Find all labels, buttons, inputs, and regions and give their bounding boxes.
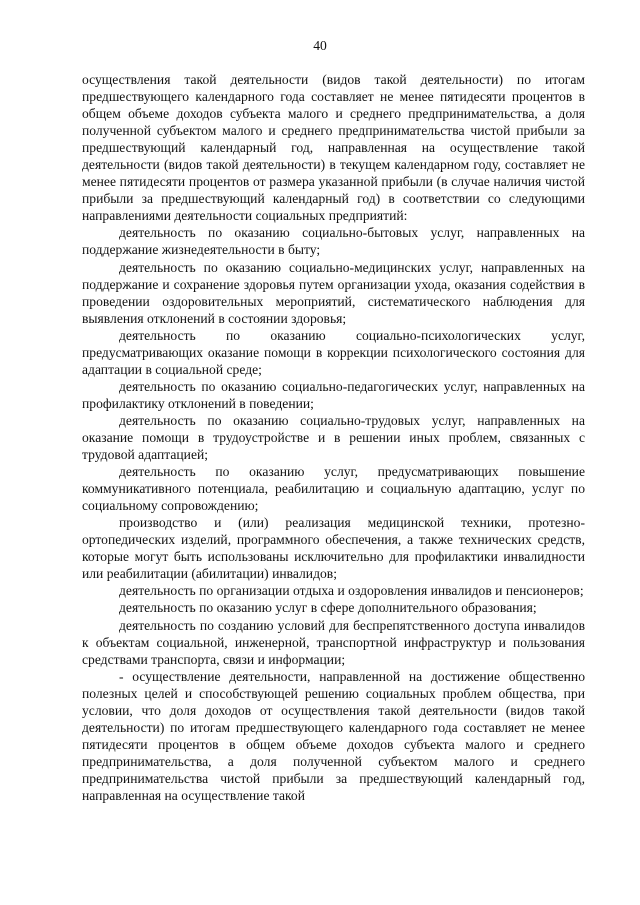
paragraph-7: деятельность по оказанию услуг, предусматривающих повышение коммуникативного потенциала, реабилитацию и социальную адаптацию, услуг по социальному сопровождению; <box>82 464 585 514</box>
paragraph-8: производство и (или) реализация медицинской техники, протезно-ортопедических изделий, программного обеспечения, а также технических средств, которые могут быть использованы исключительно для профилактики инвалидности или реабилитации (абилитации) инвалидов; <box>82 515 585 582</box>
paragraph-4: деятельность по оказанию социально-психологических услуг, предусматривающих оказание помощи в коррекции психологического состояния для адаптации в социальной среде; <box>82 327 585 377</box>
document-body <box>82 71 585 804</box>
paragraph-5: деятельность по оказанию социально-педагогических услуг, направленных на профилактику отклонений в поведении; <box>82 378 585 411</box>
page-number: 40 <box>313 38 327 53</box>
paragraph-1: осуществления такой деятельности (видов такой деятельности) по итогам предшествующего календарного года составляет не менее пятидесяти процентов в общем объеме доходов субъекта малого и среднего предпринимательства, а доля полученной субъектом малого и среднего предпринимательства чистой прибыли за предшествующий календарный год, направленная на осуществление такой деятельности (видов такой деятельности) в текущем календарном году, составляет не менее пятидесяти процентов от размера указанной прибыли (в случае наличия чистой прибыли за предшествующий календарный год) в соответствии со следующими направлениями деятельности социальных предприятий: <box>82 72 585 224</box>
paragraph-6: деятельность по оказанию социально-трудовых услуг, направленных на оказание помощи в трудоустройстве и в решении иных проблем, связанных с трудовой адаптацией; <box>82 412 585 463</box>
paragraph-11: деятельность по созданию условий для беспрепятственного доступа инвалидов к объектам социальной, инженерной, транспортной инфраструктур и пользования средствами транспорта, связи и информации; <box>82 617 585 667</box>
paragraph-3: деятельность по оказанию социально-медицинских услуг, направленных на поддержание и сохранение здоровья путем организации ухода, оказания содействия в проведении оздоровительных мероприятий, систематического наблюдения для выявления отклонений в состоянии здоровья; <box>82 259 585 326</box>
paragraph-2: деятельность по оказанию социально-бытовых услуг, направленных на поддержание жизнедеятельности в быту; <box>82 225 585 258</box>
paragraph-10: деятельность по оказанию услуг в сфере дополнительного образования; <box>119 600 537 616</box>
paragraph-9: деятельность по организации отдыха и оздоровления инвалидов и пенсионеров; <box>119 583 584 599</box>
paragraph-12: - осуществление деятельности, направленной на достижение общественно полезных целей и способствующей решению социальных проблем общества, при условии, что доля доходов от осуществления такой деятельности (видов такой деятельности) по итогам предшествующего календарного года составляет не менее пятидесяти процентов в общем объеме доходов субъекта малого и среднего предпринимательства, а доля полученной субъектом малого и среднего предпринимательства чистой прибыли за предшествующий календарный год, направленная на осуществление такой <box>82 668 585 803</box>
